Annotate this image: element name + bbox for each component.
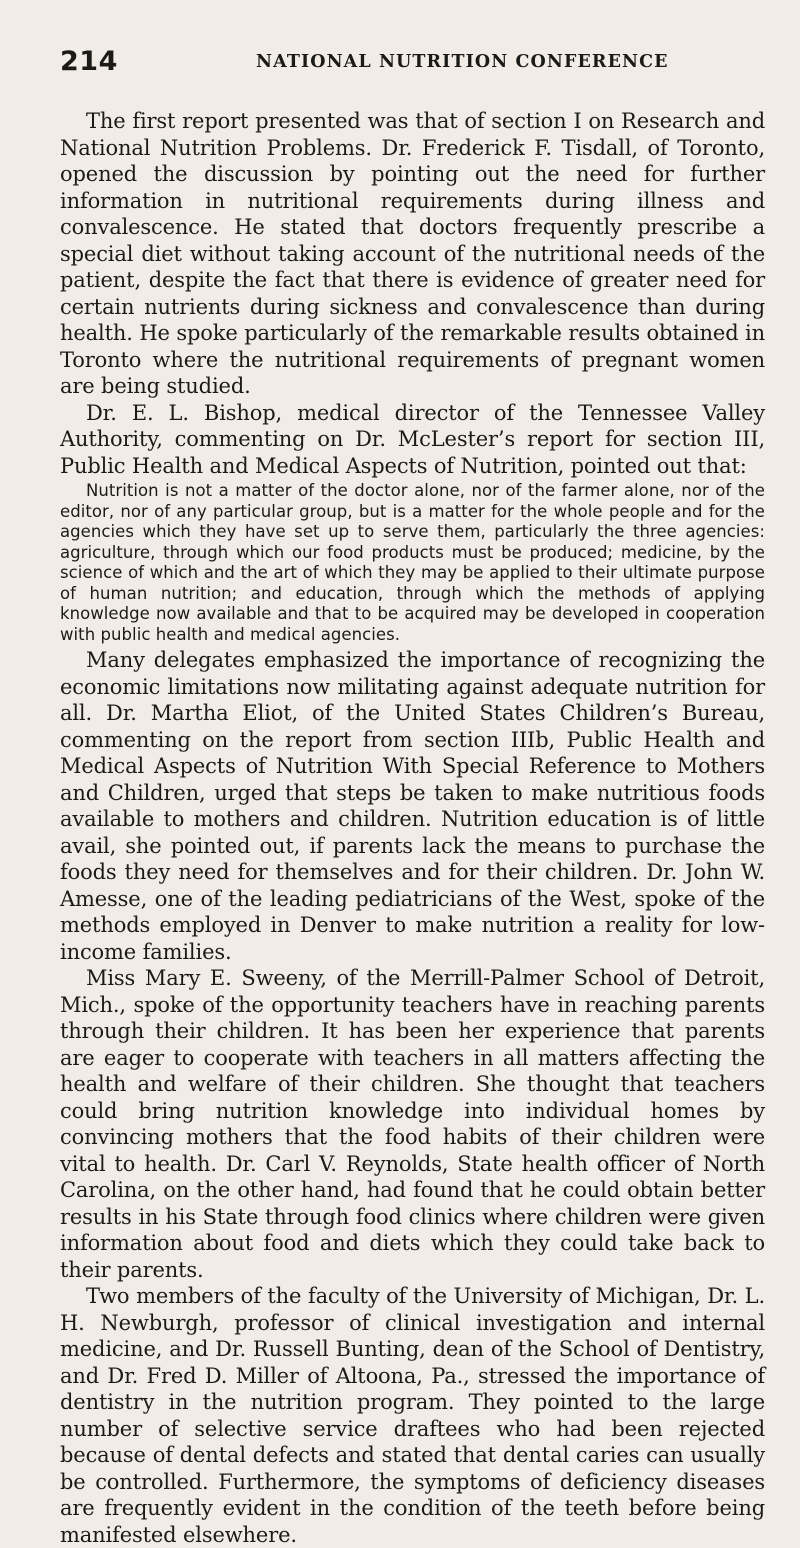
block-quote-bishop: Nutrition is not a matter of the doctor alone, nor of the farmer alone, nor of the editor, nor of any particular group, but is a matter for the whole people and for the agencies which they have set up to serve them, particularly the three agencies: agriculture, through which our food products must be produced; medicine, by the science of which and the art of which they may be applied to their ultimate purpose of human nutrition; and education, through which the methods of applying knowledge now available and that to be acquired may be developed in cooperation with public health and medical agencies. xyxy=(60,481,765,644)
page-number: 214 xyxy=(60,46,118,77)
paragraph-economic-limitations: Many delegates emphasized the importance of recognizing the economic limitations now militating against adequate nutrition for all. Dr. Martha Eliot, of the United States Children’s Bureau, commenting on the report from section IIIb, Public Health and Medical Aspects of Nutrition With Special Reference to Mothers and Children, urged that steps be taken to make nutritious foods available to mothers and children. Nutrition education is of little avail, she pointed out, if parents lack the means to purchase the foods they need for themselves and for their children. Dr. John W. Amesse, one of the leading pediatricians of the West, spoke of the methods employed in Denver to make nutrition a reality for low-income families. xyxy=(60,648,765,964)
running-title: NATIONAL NUTRITION CONFERENCE xyxy=(256,52,669,72)
book-page xyxy=(60,46,765,1548)
paragraph-dentistry: Two members of the faculty of the University of Michigan, Dr. L. H. Newburgh, professor of clinical investigation and internal medicine, and Dr. Russell Bunting, dean of the School of Dentistry, and Dr. Fred D. Miller of Altoona, Pa., stressed the importance of dentistry in the nutrition program. They pointed to the large number of selective service draftees who had been rejected because of dental defects and stated that dental caries can usually be controlled. Furthermore, the symptoms of deficiency diseases are frequently evident in the condition of the teeth before being manifested elsewhere. xyxy=(60,1284,765,1547)
body-text xyxy=(60,108,765,1548)
running-head xyxy=(60,46,765,86)
paragraph-tisdall: The first report presented was that of section I on Research and National Nutrition Problems. Dr. Frederick F. Tisdall, of Toronto, opened the discussion by pointing out the need for further information in nutritional requirements during illness and convalescence. He stated that doctors frequently prescribe a special diet without taking account of the nutritional needs of the patient, despite the fact that there is evidence of greater need for certain nutrients during sickness and convalescence than during health. He spoke particularly of the remarkable results obtained in Toronto where the nutritional requirements of pregnant women are being studied. xyxy=(60,109,765,398)
paragraph-sweeny: Miss Mary E. Sweeny, of the Merrill-Palmer School of Detroit, Mich., spoke of the opportunity teachers have in reaching parents through their children. It has been her experience that parents are eager to cooperate with teachers in all matters affecting the health and welfare of their children. She thought that teachers could bring nutrition knowledge into individual homes by convincing mothers that the food habits of their children were vital to health. Dr. Carl V. Reynolds, State health officer of North Carolina, on the other hand, had found that he could obtain better results in his State through food clinics where children were given information about food and diets which they could take back to their parents. xyxy=(60,966,765,1282)
paragraph-bishop-intro: Dr. E. L. Bishop, medical director of the Tennessee Valley Authority, commenting on Dr. McLester’s report for section III, Public Health and Medical Aspects of Nutrition, pointed out that: xyxy=(60,400,765,478)
